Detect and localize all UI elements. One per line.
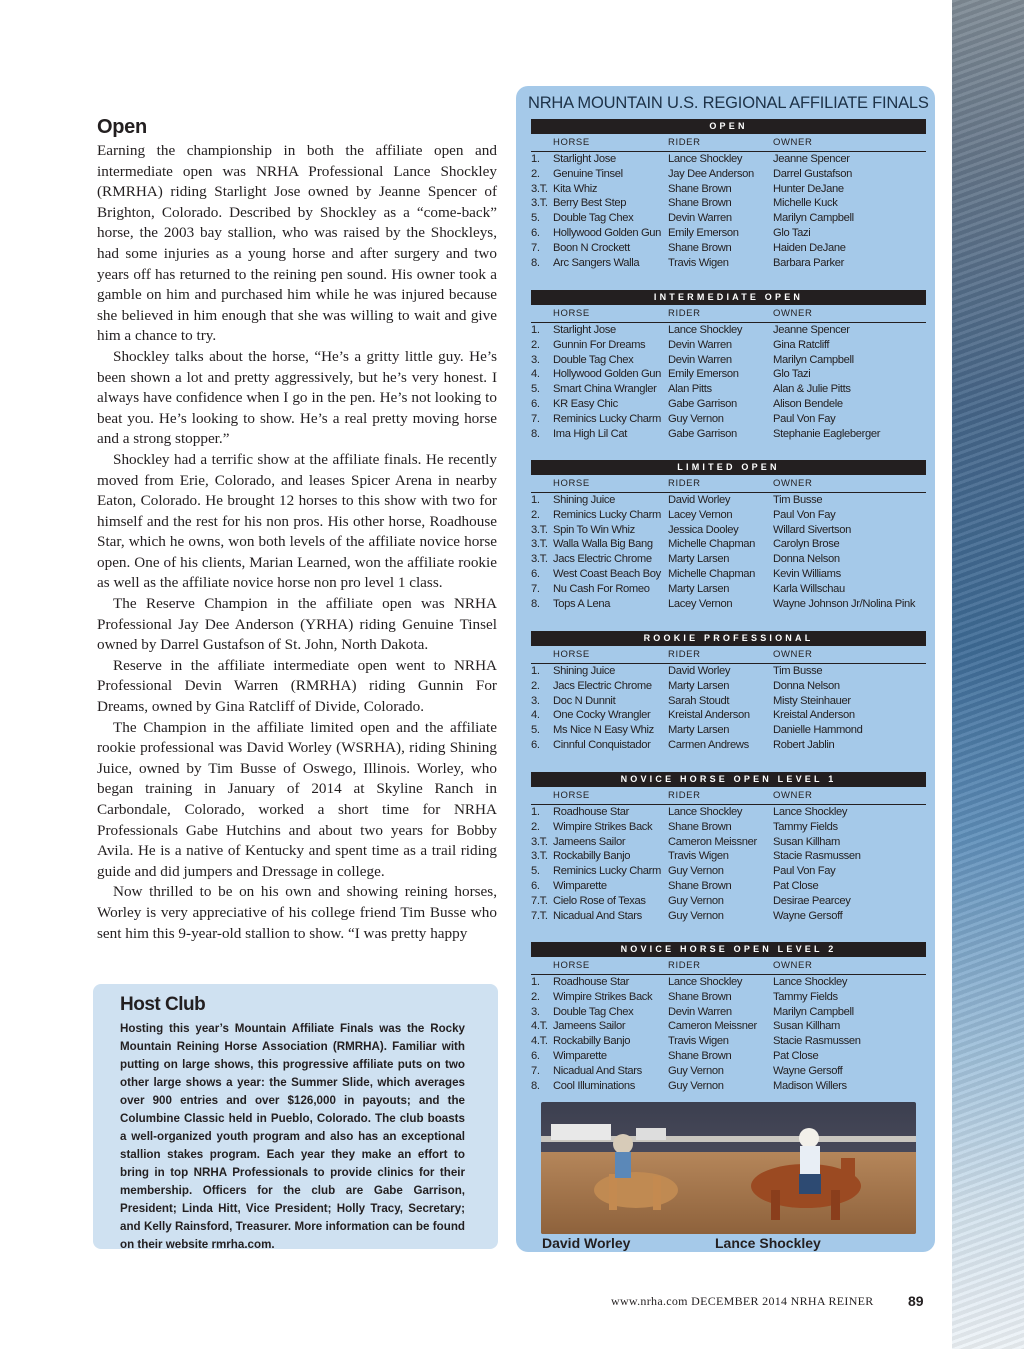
result-owner: Susan Killham bbox=[773, 835, 840, 848]
result-owner: Desirae Pearcey bbox=[773, 894, 851, 907]
result-horse: Double Tag Chex bbox=[553, 353, 634, 366]
result-placing: 8. bbox=[531, 427, 540, 440]
result-horse: Wimpire Strikes Back bbox=[553, 820, 653, 833]
result-placing: 6. bbox=[531, 1049, 540, 1062]
result-placing: 5. bbox=[531, 865, 540, 878]
page-edge-decoration bbox=[952, 0, 1024, 1349]
result-row bbox=[531, 1019, 926, 1034]
result-row bbox=[531, 597, 926, 612]
result-owner: Wayne Gersoff bbox=[773, 909, 843, 922]
result-rider: Marty Larsen bbox=[668, 724, 730, 737]
result-row bbox=[531, 723, 926, 738]
column-header-owner: OWNER bbox=[773, 790, 813, 801]
result-owner: Tim Busse bbox=[773, 494, 823, 506]
result-placing: 6. bbox=[531, 879, 540, 892]
result-placing: 1. bbox=[531, 665, 540, 677]
column-header-rider: RIDER bbox=[668, 308, 701, 319]
result-placing: 6. bbox=[531, 226, 540, 239]
article-paragraph: The Champion in the affiliate limited open and the affiliate rookie professional was David Worley (WSRHA), riding Shining Juice, owned by Tim Busse of Oswego, Illinois. Worley, who began training in January of 2014 at Skyline Ranch in Carbondale, Colorado, worked a short time for NRHA Professionals Gabe Hutchins and about two years for Bobby Avila. He is a native of Kentucky and spent time as a trail riding guide and did jumpers and Dressage in college. bbox=[97, 718, 497, 880]
result-placing: 4.T. bbox=[531, 1035, 548, 1048]
column-header-row bbox=[531, 134, 926, 152]
result-horse: Rockabilly Banjo bbox=[553, 850, 631, 863]
result-placing: 5. bbox=[531, 383, 540, 396]
result-horse: Jameens Sailor bbox=[553, 1020, 626, 1033]
result-placing: 7. bbox=[531, 412, 540, 425]
result-owner: Paul Von Fay bbox=[773, 865, 836, 878]
photo-caption-right: Lance Shockley bbox=[715, 1235, 821, 1251]
result-rider: Travis Wigen bbox=[668, 850, 729, 863]
column-header-row bbox=[531, 787, 926, 805]
result-row bbox=[531, 1005, 926, 1020]
column-header-horse: HORSE bbox=[553, 308, 590, 319]
result-row bbox=[531, 738, 926, 753]
result-placing: 8. bbox=[531, 256, 540, 269]
result-rider: Lance Shockley bbox=[668, 324, 743, 336]
host-club-heading: Host Club bbox=[120, 994, 206, 1015]
column-header-owner: OWNER bbox=[773, 308, 813, 319]
column-header-rider: RIDER bbox=[668, 137, 701, 148]
result-row bbox=[531, 493, 926, 508]
result-horse: Ima High Lil Cat bbox=[553, 427, 627, 440]
result-row bbox=[531, 537, 926, 552]
result-horse: Hollywood Golden Gun bbox=[553, 226, 662, 239]
column-header-row bbox=[531, 957, 926, 975]
column-header-rider: RIDER bbox=[668, 960, 701, 971]
results-section bbox=[531, 460, 926, 611]
result-horse: Double Tag Chex bbox=[553, 212, 634, 225]
result-owner: Paul Von Fay bbox=[773, 508, 836, 521]
result-owner: Hunter DeJane bbox=[773, 182, 844, 195]
result-row bbox=[531, 820, 926, 835]
result-horse: Starlight Jose bbox=[553, 153, 616, 165]
result-rider: Guy Vernon bbox=[668, 1064, 724, 1077]
result-row bbox=[531, 894, 926, 909]
result-rider: Lance Shockley bbox=[668, 806, 743, 818]
result-horse: Reminics Lucky Charm bbox=[553, 412, 662, 425]
result-row bbox=[531, 1064, 926, 1079]
result-owner: Susan Killham bbox=[773, 1020, 840, 1033]
result-row bbox=[531, 879, 926, 894]
result-owner: Marilyn Campbell bbox=[773, 212, 854, 225]
result-owner: Stacie Rasmussen bbox=[773, 1035, 861, 1048]
result-row bbox=[531, 323, 926, 338]
result-row bbox=[531, 353, 926, 368]
result-rider: Guy Vernon bbox=[668, 909, 724, 922]
column-header-row bbox=[531, 305, 926, 323]
result-row bbox=[531, 849, 926, 864]
column-header-owner: OWNER bbox=[773, 960, 813, 971]
section-title: NOVICE HORSE OPEN LEVEL 1 bbox=[531, 772, 926, 787]
result-placing: 3.T. bbox=[531, 538, 548, 551]
result-placing: 3.T. bbox=[531, 197, 548, 210]
result-horse: Shining Juice bbox=[553, 665, 615, 677]
result-rider: Marty Larsen bbox=[668, 679, 730, 692]
column-header-horse: HORSE bbox=[553, 790, 590, 801]
result-owner: Haiden DeJane bbox=[773, 241, 846, 254]
results-section bbox=[531, 290, 926, 441]
result-row bbox=[531, 909, 926, 924]
result-horse: Reminics Lucky Charm bbox=[553, 865, 662, 878]
result-horse: KR Easy Chic bbox=[553, 397, 618, 410]
result-placing: 8. bbox=[531, 597, 540, 610]
article-paragraph: Now thrilled to be on his own and showing reining horses, Worley is very appreciative of his college friend Tim Busse who sent him this 9-year-old stallion to show. “I was pretty happy bbox=[97, 883, 497, 942]
result-owner: Glo Tazi bbox=[773, 226, 811, 239]
result-owner: Alan & Julie Pitts bbox=[773, 383, 851, 396]
result-rider: Shane Brown bbox=[668, 990, 732, 1003]
result-rider: Shane Brown bbox=[668, 879, 732, 892]
result-row bbox=[531, 412, 926, 427]
result-horse: Walla Walla Big Bang bbox=[553, 538, 653, 551]
result-owner: Pat Close bbox=[773, 879, 819, 892]
result-horse: One Cocky Wrangler bbox=[553, 709, 651, 722]
result-rider: Alan Pitts bbox=[668, 383, 712, 396]
result-horse: Hollywood Golden Gun bbox=[553, 368, 662, 381]
result-rider: Lacey Vernon bbox=[668, 508, 733, 521]
result-placing: 4.T. bbox=[531, 1020, 548, 1033]
column-header-horse: HORSE bbox=[553, 137, 590, 148]
result-horse: Nicadual And Stars bbox=[553, 909, 642, 922]
result-row bbox=[531, 338, 926, 353]
result-horse: Nu Cash For Romeo bbox=[553, 582, 650, 595]
result-horse: Wimparette bbox=[553, 1049, 607, 1062]
result-horse: Boon N Crockett bbox=[553, 241, 630, 254]
result-row bbox=[531, 226, 926, 241]
result-rider: Sarah Stoudt bbox=[668, 694, 730, 707]
results-title: NRHA MOUNTAIN U.S. REGIONAL AFFILIATE FINALS bbox=[528, 94, 929, 112]
result-rider: Gabe Garrison bbox=[668, 427, 737, 440]
result-rider: Michelle Chapman bbox=[668, 567, 756, 580]
result-owner: Robert Jablin bbox=[773, 738, 835, 751]
results-section bbox=[531, 631, 926, 753]
result-horse: Rockabilly Banjo bbox=[553, 1035, 631, 1048]
result-placing: 2. bbox=[531, 167, 540, 180]
result-row bbox=[531, 397, 926, 412]
result-row bbox=[531, 508, 926, 523]
result-owner: Paul Von Fay bbox=[773, 412, 836, 425]
result-rider: Guy Vernon bbox=[668, 412, 724, 425]
result-owner: Darrel Gustafson bbox=[773, 167, 852, 180]
result-owner: Stacie Rasmussen bbox=[773, 850, 861, 863]
result-owner: Jeanne Spencer bbox=[773, 153, 850, 165]
result-horse: Wimpire Strikes Back bbox=[553, 990, 653, 1003]
article-paragraph: The Reserve Champion in the affiliate open was NRHA Professional Jay Dee Anderson (YRHA) riding Genuine Tinsel owned by Darrel Gustafson of St. John, North Dakota. bbox=[97, 595, 497, 654]
result-rider: Devin Warren bbox=[668, 338, 732, 351]
result-row bbox=[531, 152, 926, 167]
result-owner: Lance Shockley bbox=[773, 976, 848, 988]
result-owner: Jeanne Spencer bbox=[773, 324, 850, 336]
article-paragraph: Shockley talks about the horse, “He’s a gritty little guy. He’s been shown a lot and pretty aggressively, but he’s very honest. I always have confidence when I go in the pen. He’s not looking to beat you. He’s looking to show. He’s a real pretty moving horse and a strong stopper.” bbox=[97, 347, 497, 448]
column-header-rider: RIDER bbox=[668, 790, 701, 801]
result-owner: Barbara Parker bbox=[773, 256, 844, 269]
result-rider: Lance Shockley bbox=[668, 153, 743, 165]
result-horse: Cool Illuminations bbox=[553, 1079, 635, 1092]
result-placing: 4. bbox=[531, 368, 540, 381]
result-row bbox=[531, 694, 926, 709]
result-row bbox=[531, 835, 926, 850]
result-placing: 1. bbox=[531, 806, 540, 818]
result-rider: Travis Wigen bbox=[668, 1035, 729, 1048]
result-rider: Jessica Dooley bbox=[668, 523, 739, 536]
result-placing: 2. bbox=[531, 820, 540, 833]
result-horse: Kita Whiz bbox=[553, 182, 598, 195]
article bbox=[97, 116, 497, 944]
result-rider: Carmen Andrews bbox=[668, 738, 749, 751]
result-placing: 1. bbox=[531, 494, 540, 506]
result-horse: Ms Nice N Easy Whiz bbox=[553, 724, 654, 737]
result-row bbox=[531, 1034, 926, 1049]
result-rider: Shane Brown bbox=[668, 1049, 732, 1062]
result-owner: Karla Willschau bbox=[773, 582, 845, 595]
result-horse: Arc Sangers Walla bbox=[553, 256, 640, 269]
result-rider: Kreistal Anderson bbox=[668, 709, 750, 722]
result-placing: 6. bbox=[531, 738, 540, 751]
result-row bbox=[531, 196, 926, 211]
result-placing: 3. bbox=[531, 1005, 540, 1018]
result-placing: 2. bbox=[531, 508, 540, 521]
result-horse: Berry Best Step bbox=[553, 197, 627, 210]
result-horse: Cielo Rose of Texas bbox=[553, 894, 646, 907]
winners-photo bbox=[541, 1102, 916, 1234]
section-title: NOVICE HORSE OPEN LEVEL 2 bbox=[531, 942, 926, 957]
result-horse: Gunnin For Dreams bbox=[553, 338, 646, 351]
result-rider: Emily Emerson bbox=[668, 226, 739, 239]
result-placing: 2. bbox=[531, 679, 540, 692]
column-header-rider: RIDER bbox=[668, 478, 701, 489]
result-horse: West Coast Beach Boy bbox=[553, 567, 661, 580]
result-placing: 3.T. bbox=[531, 835, 548, 848]
result-owner: Tammy Fields bbox=[773, 820, 838, 833]
page-number: 89 bbox=[908, 1293, 924, 1309]
result-placing: 5. bbox=[531, 212, 540, 225]
result-horse: Jacs Electric Chrome bbox=[553, 553, 652, 566]
result-horse: Genuine Tinsel bbox=[553, 167, 623, 180]
result-placing: 7.T. bbox=[531, 909, 548, 922]
result-horse: Tops A Lena bbox=[553, 597, 611, 610]
result-horse: Cinnful Conquistador bbox=[553, 738, 651, 751]
result-rider: Guy Vernon bbox=[668, 894, 724, 907]
result-placing: 3.T. bbox=[531, 182, 548, 195]
result-placing: 8. bbox=[531, 1079, 540, 1092]
article-paragraph: Shockley had a terrific show at the affiliate finals. He recently moved from Erie, Colorado, and leases Spicer Arena in nearby Eaton, Colorado. He brought 12 horses to this show with two for himself and the rest for his non pros. His other horse, Roadhouse Star, which he owns, won both levels of the affiliate novice horse open. One of his clients, Marian Learned, won the affiliate rookie as well as the affiliate novice horse non pro level 1 class. bbox=[97, 450, 497, 592]
section-title: LIMITED OPEN bbox=[531, 460, 926, 475]
result-rider: Marty Larsen bbox=[668, 582, 730, 595]
result-row bbox=[531, 552, 926, 567]
results-section bbox=[531, 119, 926, 270]
result-horse: Wimparette bbox=[553, 879, 607, 892]
result-rider: Guy Vernon bbox=[668, 865, 724, 878]
result-placing: 7. bbox=[531, 1064, 540, 1077]
result-placing: 3. bbox=[531, 353, 540, 366]
result-rider: Lance Shockley bbox=[668, 976, 743, 988]
column-header-horse: HORSE bbox=[553, 649, 590, 660]
result-rider: Shane Brown bbox=[668, 241, 732, 254]
column-header-owner: OWNER bbox=[773, 478, 813, 489]
result-horse: Jameens Sailor bbox=[553, 835, 626, 848]
result-row bbox=[531, 708, 926, 723]
column-header-row bbox=[531, 646, 926, 664]
result-rider: David Worley bbox=[668, 665, 731, 677]
result-row bbox=[531, 241, 926, 256]
result-horse: Jacs Electric Chrome bbox=[553, 679, 652, 692]
result-owner: Stephanie Eagleberger bbox=[773, 427, 881, 440]
result-placing: 1. bbox=[531, 976, 540, 988]
article-paragraph: Reserve in the affiliate intermediate open went to NRHA Professional Devin Warren (RMRHA) riding Gunnin For Dreams, owned by Gina Ratcliff of Divide, Colorado. bbox=[97, 656, 497, 716]
result-rider: Jay Dee Anderson bbox=[668, 167, 754, 180]
photo-caption-left: David Worley bbox=[542, 1235, 631, 1251]
result-owner: Madison Willers bbox=[773, 1079, 847, 1092]
section-title: INTERMEDIATE OPEN bbox=[531, 290, 926, 305]
section-title: ROOKIE PROFESSIONAL bbox=[531, 631, 926, 646]
result-row bbox=[531, 256, 926, 271]
column-header-owner: OWNER bbox=[773, 137, 813, 148]
result-placing: 6. bbox=[531, 397, 540, 410]
host-club-text: Hosting this year’s Mountain Affiliate Finals was the Rocky Mountain Reining Horse Association (RMRHA). Familiar with putting on large shows, this progressive affiliate puts on two other large shows a year: the Summer Slide, which averages over 900 entries and over $126,000 in payouts; and the Columbine Classic held in Pueblo, Colorado. The club boasts a well-organized youth program and also has an exceptional stallion stakes program. Each year they make an effort to bring in top NRHA Professionals to provide clinics for their membership. Officers for the club are Gabe Garrison, President; Linda Hitt, Vice President; Holly Tracy, Secretary; and Kelly Rainsford, Treasurer. More information can be found on their website rmrha.com. bbox=[120, 1022, 465, 1251]
result-rider: Devin Warren bbox=[668, 212, 732, 225]
result-owner: Donna Nelson bbox=[773, 679, 840, 692]
result-row bbox=[531, 427, 926, 442]
footer-text: www.nrha.com DECEMBER 2014 NRHA REINER bbox=[611, 1294, 874, 1308]
result-horse: Doc N Dunnit bbox=[553, 694, 616, 707]
result-rider: David Worley bbox=[668, 494, 731, 506]
result-horse: Roadhouse Star bbox=[553, 806, 629, 818]
result-owner: Wayne Johnson Jr/Nolina Pink bbox=[773, 597, 916, 610]
result-owner: Kevin Williams bbox=[773, 567, 841, 580]
result-placing: 2. bbox=[531, 990, 540, 1003]
result-row bbox=[531, 975, 926, 990]
result-owner: Michelle Kuck bbox=[773, 197, 838, 210]
result-rider: Devin Warren bbox=[668, 1005, 732, 1018]
result-row bbox=[531, 990, 926, 1005]
result-owner: Marilyn Campbell bbox=[773, 1005, 854, 1018]
result-row bbox=[531, 1079, 926, 1094]
host-club-box bbox=[93, 984, 498, 1249]
result-row bbox=[531, 582, 926, 597]
result-owner: Willard Sivertson bbox=[773, 523, 851, 536]
result-owner: Tim Busse bbox=[773, 665, 823, 677]
article-heading: Open bbox=[97, 116, 147, 138]
result-owner: Carolyn Brose bbox=[773, 538, 840, 551]
result-placing: 6. bbox=[531, 567, 540, 580]
result-row bbox=[531, 567, 926, 582]
result-row bbox=[531, 211, 926, 226]
result-placing: 3.T. bbox=[531, 850, 548, 863]
result-placing: 2. bbox=[531, 338, 540, 351]
result-row bbox=[531, 1049, 926, 1064]
result-owner: Donna Nelson bbox=[773, 553, 840, 566]
result-horse: Double Tag Chex bbox=[553, 1005, 634, 1018]
result-placing: 5. bbox=[531, 724, 540, 737]
result-rider: Michelle Chapman bbox=[668, 538, 756, 551]
result-placing: 7. bbox=[531, 241, 540, 254]
result-owner: Alison Bendele bbox=[773, 397, 843, 410]
result-rider: Guy Vernon bbox=[668, 1079, 724, 1092]
result-rider: Shane Brown bbox=[668, 182, 732, 195]
result-owner: Lance Shockley bbox=[773, 806, 848, 818]
result-rider: Cameron Meissner bbox=[668, 1020, 757, 1033]
result-horse: Shining Juice bbox=[553, 494, 615, 506]
result-horse: Starlight Jose bbox=[553, 324, 616, 336]
result-placing: 1. bbox=[531, 324, 540, 336]
result-rider: Lacey Vernon bbox=[668, 597, 733, 610]
result-row bbox=[531, 382, 926, 397]
result-rider: Shane Brown bbox=[668, 820, 732, 833]
result-owner: Gina Ratcliff bbox=[773, 338, 830, 351]
result-owner: Danielle Hammond bbox=[773, 724, 863, 737]
result-horse: Reminics Lucky Charm bbox=[553, 508, 662, 521]
result-horse: Roadhouse Star bbox=[553, 976, 629, 988]
results-section bbox=[531, 772, 926, 923]
result-row bbox=[531, 182, 926, 197]
section-title: OPEN bbox=[531, 119, 926, 134]
result-owner: Pat Close bbox=[773, 1049, 819, 1062]
result-rider: Gabe Garrison bbox=[668, 397, 737, 410]
result-rider: Emily Emerson bbox=[668, 368, 739, 381]
result-rider: Marty Larsen bbox=[668, 553, 730, 566]
result-row bbox=[531, 864, 926, 879]
result-rider: Travis Wigen bbox=[668, 256, 729, 269]
result-row bbox=[531, 167, 926, 182]
result-placing: 3. bbox=[531, 694, 540, 707]
column-header-rider: RIDER bbox=[668, 649, 701, 660]
result-row bbox=[531, 523, 926, 538]
results-panel bbox=[516, 86, 935, 1252]
results-section bbox=[531, 942, 926, 1093]
column-header-horse: HORSE bbox=[553, 478, 590, 489]
result-placing: 1. bbox=[531, 153, 540, 165]
result-horse: Spin To Win Whiz bbox=[553, 523, 635, 536]
result-owner: Marilyn Campbell bbox=[773, 353, 854, 366]
result-placing: 3.T. bbox=[531, 523, 548, 536]
column-header-owner: OWNER bbox=[773, 649, 813, 660]
result-row bbox=[531, 664, 926, 679]
result-placing: 3.T. bbox=[531, 553, 548, 566]
result-placing: 7. bbox=[531, 582, 540, 595]
column-header-row bbox=[531, 475, 926, 493]
result-horse: Smart China Wrangler bbox=[553, 383, 657, 396]
result-owner: Misty Steinhauer bbox=[773, 694, 851, 707]
result-owner: Tammy Fields bbox=[773, 990, 838, 1003]
result-placing: 4. bbox=[531, 709, 540, 722]
result-owner: Wayne Gersoff bbox=[773, 1064, 843, 1077]
result-horse: Nicadual And Stars bbox=[553, 1064, 642, 1077]
result-rider: Shane Brown bbox=[668, 197, 732, 210]
result-rider: Devin Warren bbox=[668, 353, 732, 366]
result-owner: Kreistal Anderson bbox=[773, 709, 855, 722]
result-row bbox=[531, 679, 926, 694]
column-header-horse: HORSE bbox=[553, 960, 590, 971]
result-rider: Cameron Meissner bbox=[668, 835, 757, 848]
result-row bbox=[531, 367, 926, 382]
result-placing: 7.T. bbox=[531, 894, 548, 907]
result-row bbox=[531, 805, 926, 820]
article-paragraph: Earning the championship in both the affiliate open and intermediate open was NRHA Professional Lance Shockley (RMRHA) riding Starlight Jose owned by Jeanne Spencer of Brighton, Colorado. Described by Shockley as a “come-back” horse, the 2003 bay stallion, who was raised by the Shockleys, had some injuries as a young horse and after surgery and two years off has returned to the reining pen sound. His owner took a gamble on him and purchased him while he was injured because she believed in him enough that she was willing to wait and give him a chance to try. bbox=[97, 142, 497, 345]
result-owner: Glo Tazi bbox=[773, 368, 811, 381]
